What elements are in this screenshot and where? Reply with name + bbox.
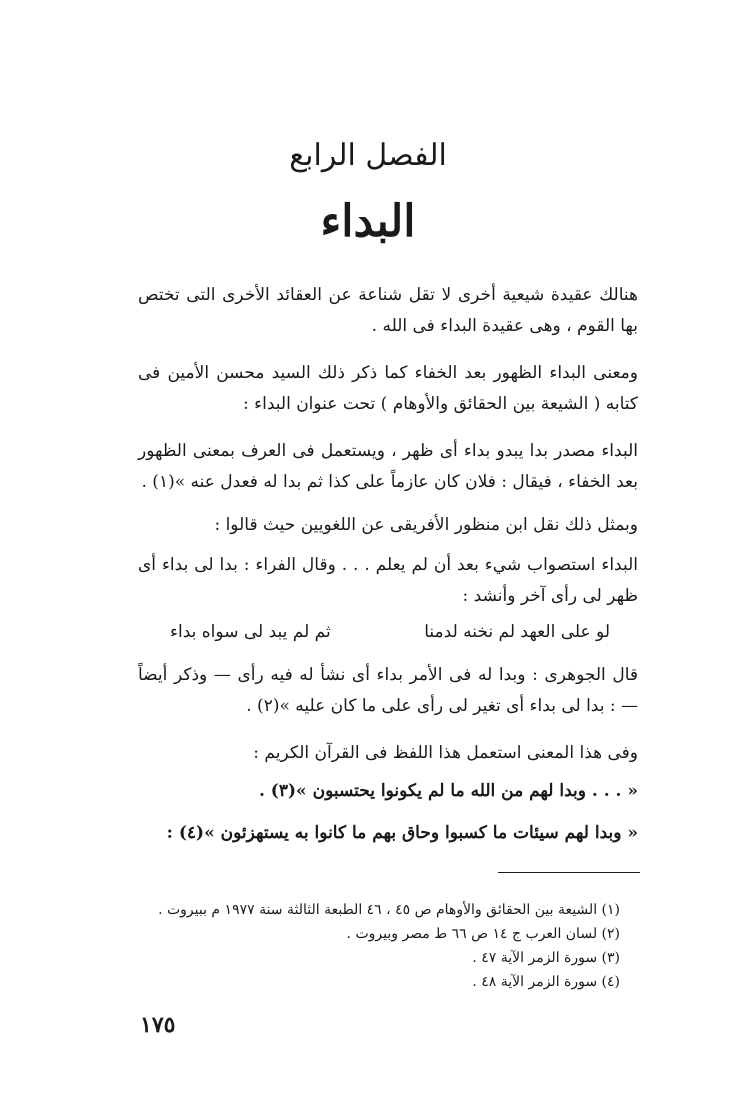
footnote-divider (498, 872, 640, 873)
footnote-1: (١) الشيعة بين الحقائق والأوهام ص ٤٥ ، ٤٦ الطبعة الثالثة سنة ١٩٧٧ م ببيروت . (158, 902, 620, 918)
paragraph-quran-intro: وفى هذا المعنى استعمل هذا اللفظ فى القرآن الكريم : (253, 743, 638, 763)
quran-quote-1: « . . . وبدا لهم من الله ما لم يكونوا يحتسبون »(٣) . (258, 781, 638, 801)
footnote-3: (٣) سورة الزمر الآية ٤٧ . (472, 950, 620, 966)
page-number: ١٧٥ (140, 1012, 176, 1038)
paragraph-intro: هنالك عقيدة شيعية أخرى لا تقل شناعة عن العقائد الأخرى التى تختص بها القوم ، وهى عقيدة البداء فى الله . (138, 285, 638, 336)
section-title: البداء (320, 196, 416, 247)
verse-second-hemistich: ثم لم يبد لى سواه بداء (170, 622, 331, 642)
paragraph-ibn-manzur: وبمثل ذلك نقل ابن منظور الأفريقى عن اللغويين حيث قالوا : (214, 515, 638, 535)
chapter-heading: الفصل الرابع (289, 138, 447, 173)
paragraph-farra: البداء استصواب شيء بعد أن لم يعلم . . . وقال الفراء : بدا لى بداء أى ظهر لى رأى آخر وأنشد : (138, 555, 638, 606)
poetry-verse (170, 622, 610, 642)
quran-quote-2: « وبدا لهم سيئات ما كسبوا وحاق بهم ما كانوا به يستهزئون »(٤) : (166, 823, 638, 843)
paragraph-jawhari: قال الجوهرى : وبدا له فى الأمر بداء أى نشأ له فيه رأى — وذكر أيضاً — : بدا لى بداء أى تغير لى رأى على ما كان عليه »(٢) . (138, 665, 638, 716)
verse-first-hemistich: لو على العهد لم نخنه لدمنا (424, 622, 610, 642)
footnote-4: (٤) سورة الزمر الآية ٤٨ . (472, 974, 620, 990)
footnotes (150, 898, 620, 994)
paragraph-meaning: ومعنى البداء الظهور بعد الخفاء كما ذكر ذلك السيد محسن الأمين فى كتابه ( الشيعة بين الحقائق والأوهام ) تحت عنوان البداء : (138, 363, 638, 414)
footnote-2: (٢) لسان العرب ج ١٤ ص ٦٦ ط مصر وبيروت . (346, 926, 620, 942)
paragraph-definition: البداء مصدر بدا يبدو بداء أى ظهر ، ويستعمل فى العرف بمعنى الظهور بعد الخفاء ، فيقال : فلان كان عازماً على كذا ثم بدا له فعدل عنه »(١) . (138, 441, 638, 492)
